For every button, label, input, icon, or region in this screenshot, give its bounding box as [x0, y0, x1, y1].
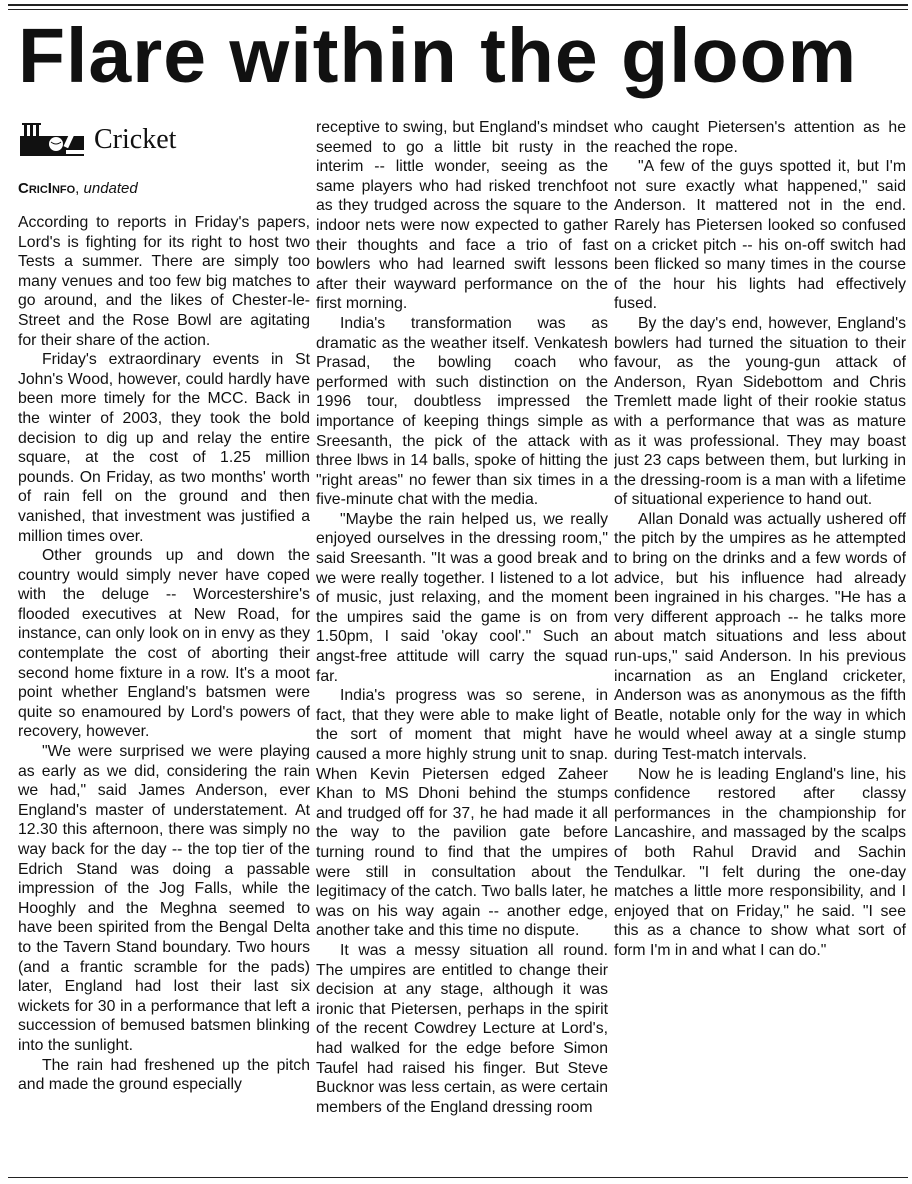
section-header [18, 118, 310, 162]
paragraph: Now he is leading England's line, his confidence restored after classy performances in the championship for Lancashire, and massaged by the scalps of both Rahul Dravid and Sachin Tendulkar. "I felt during the one-day matches a little more responsibility, and I enjoyed that on Friday," he said. "I see this as a chance to show what sort of form I'm in and what I can do." [614, 765, 906, 959]
dateline-date: undated [83, 180, 138, 197]
paragraph: By the day's end, however, England's bowlers had turned the situation to their favour, as the young-gun attack of Anderson, Ryan Sidebottom and Chris Tremlett made light of their rookie status with a performance that was as mature as it was professional. They may boast just 23 caps between them, but lurking in the dressing-room is a man with a lifetime of situational experience to hand out. [614, 314, 906, 509]
paragraph: "A few of the guys spotted it, but I'm not sure exactly what happened," said Anderson. It mattered not in the end. Rarely has Pietersen looked so confused on a cricket pitch -- his on-off switch had been flicked so many times in the course of the hour his lights had effectively fused. [614, 158, 906, 313]
paragraph: Allan Donald was actually ushered off the pitch by the umpires as he attempted to bring on the drinks and a few words of advice, but his influence had already been ingrained in his charges. "He has a very different approach -- he talks more about match situations and less about run-ups," said Anderson. In his previous incarnation as an England cricketer, Anderson was as anonymous as the fifth Beatle, notable only for the way in which he would wheel away at a single stump during Test-match intervals. [614, 510, 906, 763]
headline: Flare within the gloom [18, 13, 858, 99]
top-rule-thin [8, 9, 908, 10]
dateline: CricInfo, undated [18, 180, 138, 197]
paragraph: "We were surprised we were playing as early as we did, considering the rain we had," said James Anderson, ever England's master of understatement. At 12.30 this afternoon, there was simply no way back for the day -- the top tier of the Edrich Stand was doing a passable impression of the Jog Falls, while the Hooghly and the Meghna seemed to have been spirited from the Bengal Delta to the Tavern Stand boundary. Two hours (and a frantic scramble for the pads) later, England had lost their last six wickets for 30 in a performance that left a succession of bemused batsmen blinking into the sunlight. [18, 743, 310, 1054]
paragraph: Friday's extraordinary events in St John's Wood, however, could hardly have been more timely for the MCC. Back in the winter of 2003, they took the bold decision to dig up and relay the entire square, at the cost of 1.25 million pounds. On Friday, as two months' worth of rain fell on the ground and then vanished, that investment was justified a million times over. [18, 351, 310, 545]
bottom-rule [8, 1177, 908, 1178]
paragraph: It was a messy situation all round. The umpires are entitled to change their decision at any stage, although it was ironic that Pietersen, perhaps in the spirit of the recent Cowdrey Lecture at Lord's, had walked for the edge before Simon Taufel had raised his finger. But Steve Bucknor was less certain, as were certain members of the England dressing room [316, 941, 608, 1116]
paragraph: "Maybe the rain helped us, we really enjoyed ourselves in the dressing room," said Sreesanth. "It was a good break and we were really together. I listened to a lot of music, just relaxing, and the moment the umpires said the game is on from 1.50pm, I said 'okay cool'." Such an angst-free attitude will carry the squad far. [316, 510, 608, 685]
column-3 [614, 118, 906, 1176]
section-label: Cricket [94, 124, 177, 155]
column-1 [18, 118, 310, 1176]
paragraph: receptive to swing, but England's mindset seemed to go a little bit rusty in the interim -- little wonder, seeing as the same players who had risked trenchfoot as they trudged across the square to the indoor nets were now expected to gather their thoughts and face a trio of fast bowlers who had learned swift lessons after their wayward performance on the first morning. [316, 119, 608, 313]
top-rule [8, 4, 908, 6]
paragraph: India's progress was so serene, in fact, that they were able to make light of the sort of moment that might have caused a more highly strung unit to snap. When Kevin Pietersen edged Zaheer Khan to MS Dhoni behind the stumps and trudged off for 37, he had made it all the way to the pavilion gate before turning round to find that the umpires were still in consultation about the legitimacy of the catch. Two balls later, he was on his way again -- another edge, another take and this time no dispute. [316, 687, 608, 940]
paragraph: India's transformation was as dramatic as the weather itself. Venkatesh Prasad, the bowling coach who performed with such distinction on the 1996 tour, doubtless impressed the importance of keeping things simple as Sreesanth, the pick of the attack with three lbws in 14 balls, spoke of hitting the "right areas" no fewer than six times in a five-minute chat with the media. [316, 314, 608, 509]
paragraph: According to reports in Friday's papers, Lord's is fighting for its right to host two Tests a summer. There are simply too many venues and too few big matches to go around, and the likes of Chester-le-Street and the Rose Bowl are agitating for their share of the action. [18, 214, 310, 349]
paragraph: The rain had freshened up the pitch and made the ground especially [18, 1056, 310, 1094]
column-2 [316, 118, 608, 1176]
paragraph: Other grounds up and down the country would simply never have coped with the deluge -- Worcestershire's flooded executives at New Road, for instance, can only look on in envy as they contemplate the cost of aborting their second home fixture in a row. It's a moot point whether England's batsmen were quite so enamoured by Lord's powers of recovery, however. [18, 547, 310, 741]
paragraph: who caught Pietersen's attention as he reached the rope. [614, 119, 906, 156]
dateline-source: CricInfo [18, 180, 76, 197]
cricket-logo-icon [18, 122, 88, 158]
